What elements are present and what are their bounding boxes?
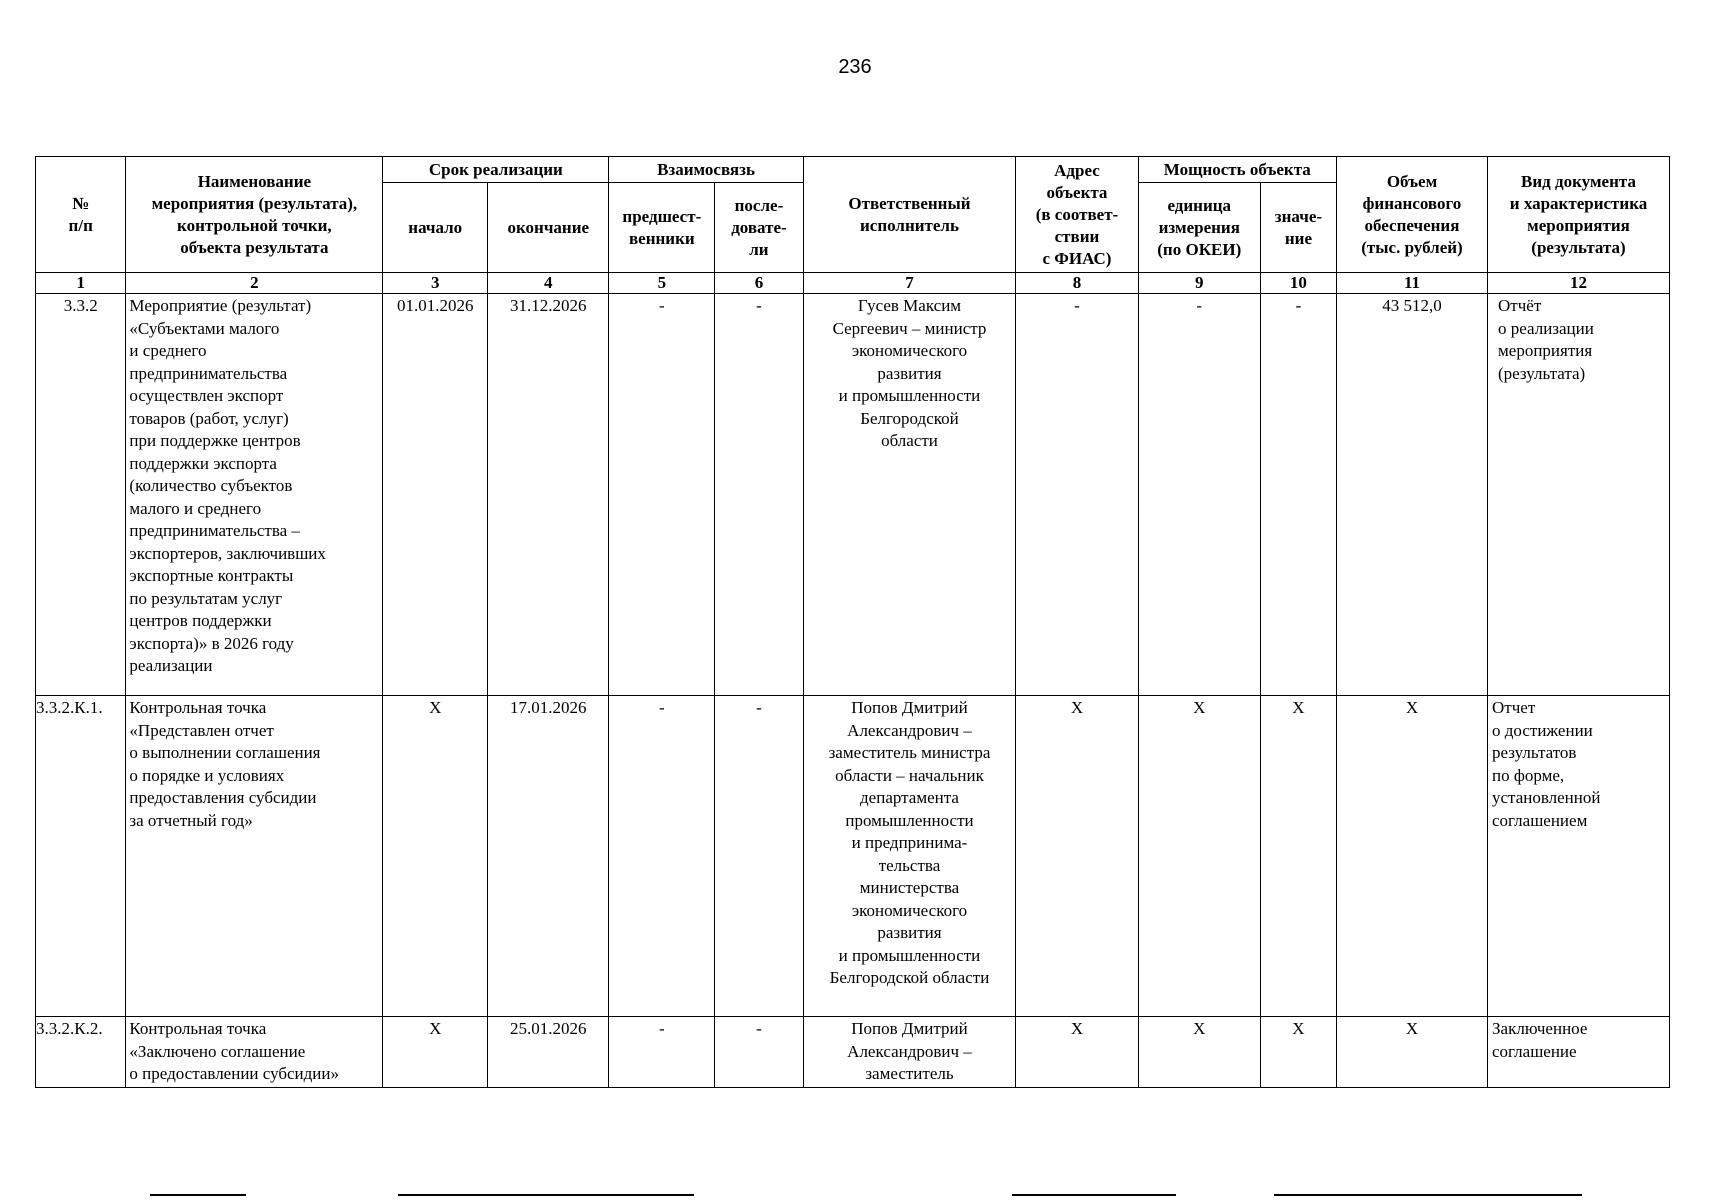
column-number: 8: [1016, 273, 1138, 294]
header-predecessors: предшест- венники: [609, 183, 715, 273]
column-number: 1: [36, 273, 126, 294]
row-start: X: [383, 1017, 488, 1088]
table-row: [36, 294, 1670, 696]
row-unit: -: [1138, 294, 1260, 696]
column-number: 11: [1336, 273, 1487, 294]
column-number: 6: [715, 273, 803, 294]
page-number: 236: [838, 56, 872, 78]
row-doctype: Заключенное соглашение: [1488, 1017, 1670, 1088]
row-doctype: Отчёт о реализации мероприятия (результата): [1488, 294, 1670, 696]
table-row: [36, 1017, 1670, 1088]
row-finance: X: [1336, 1017, 1487, 1088]
column-number: 5: [609, 273, 715, 294]
header-responsible: Ответственный исполнитель: [803, 157, 1016, 273]
header-num: № п/п: [36, 157, 126, 273]
scan-edge-line: [1012, 1194, 1176, 1196]
row-finance: 43 512,0: [1336, 294, 1487, 696]
header-period: Срок реализации: [383, 157, 609, 183]
column-number: 9: [1138, 273, 1260, 294]
row-name: Контрольная точка «Представлен отчет о выполнении соглашения о порядке и условиях предоставления субсидии за отчетный год»: [126, 696, 383, 1017]
row-finance: X: [1336, 696, 1487, 1017]
row-successors: -: [715, 1017, 803, 1088]
row-unit: X: [1138, 1017, 1260, 1088]
column-number: 12: [1488, 273, 1670, 294]
row-start: X: [383, 696, 488, 1017]
row-responsible: Гусев Максим Сергеевич – министр экономического развития и промышленности Белгородской области: [803, 294, 1016, 696]
row-start: 01.01.2026: [383, 294, 488, 696]
row-end: 25.01.2026: [488, 1017, 609, 1088]
row-predecessors: -: [609, 294, 715, 696]
row-responsible: Попов Дмитрий Александрович – заместитель: [803, 1017, 1016, 1088]
column-number-row: [36, 273, 1670, 294]
row-predecessors: -: [609, 1017, 715, 1088]
row-name: Мероприятие (результат) «Субъектами малого и среднего предпринимательства осуществлен экспорт товаров (работ, услуг) при поддержке центров поддержки экспорта (количество субъектов малого и среднего предпринимательства – экспортеров, заключивших экспортные контракты по результатам услуг центров поддержки экспорта)» в 2026 году реализации: [126, 294, 383, 696]
column-number: 4: [488, 273, 609, 294]
header-finance: Объем финансового обеспечения (тыс. рублей): [1336, 157, 1487, 273]
header-start: начало: [383, 183, 488, 273]
column-number: 3: [383, 273, 488, 294]
row-responsible: Попов Дмитрий Александрович – заместитель министра области – начальник департамента промышленности и предпринима- тельства министерства экономического развития и промышленности Белгородской области: [803, 696, 1016, 1017]
column-number: 10: [1260, 273, 1336, 294]
table-row: [36, 696, 1670, 1017]
row-num: 3.3.2: [36, 294, 126, 696]
row-address: X: [1016, 1017, 1138, 1088]
plan-table: [35, 156, 1670, 1088]
column-number: 7: [803, 273, 1016, 294]
row-value: -: [1260, 294, 1336, 696]
row-unit: X: [1138, 696, 1260, 1017]
row-value: X: [1260, 696, 1336, 1017]
row-num: 3.3.2.К.1.: [36, 696, 126, 1017]
header-doctype: Вид документа и характеристика мероприятия (результата): [1488, 157, 1670, 273]
header-address: Адрес объекта (в соответ- ствии с ФИАС): [1016, 157, 1138, 273]
row-name: Контрольная точка «Заключено соглашение о предоставлении субсидии»: [126, 1017, 383, 1088]
row-doctype: Отчет о достижении результатов по форме, установленной соглашением: [1488, 696, 1670, 1017]
row-successors: -: [715, 696, 803, 1017]
scan-edge-line: [150, 1194, 246, 1196]
header-successors: после- довате- ли: [715, 183, 803, 273]
scan-edge-line: [1274, 1194, 1582, 1196]
row-end: 31.12.2026: [488, 294, 609, 696]
row-num: 3.3.2.К.2.: [36, 1017, 126, 1088]
row-end: 17.01.2026: [488, 696, 609, 1017]
row-address: X: [1016, 696, 1138, 1017]
row-predecessors: -: [609, 696, 715, 1017]
header-capacity: Мощность объекта: [1138, 157, 1336, 183]
row-value: X: [1260, 1017, 1336, 1088]
header-relation: Взаимосвязь: [609, 157, 803, 183]
header-end: окончание: [488, 183, 609, 273]
header-unit: единица измерения (по ОКЕИ): [1138, 183, 1260, 273]
header-name: Наименование мероприятия (результата), контрольной точки, объекта результата: [126, 157, 383, 273]
column-number: 2: [126, 273, 383, 294]
scan-edge-line: [398, 1194, 694, 1196]
row-successors: -: [715, 294, 803, 696]
header-value: значе- ние: [1260, 183, 1336, 273]
row-address: -: [1016, 294, 1138, 696]
